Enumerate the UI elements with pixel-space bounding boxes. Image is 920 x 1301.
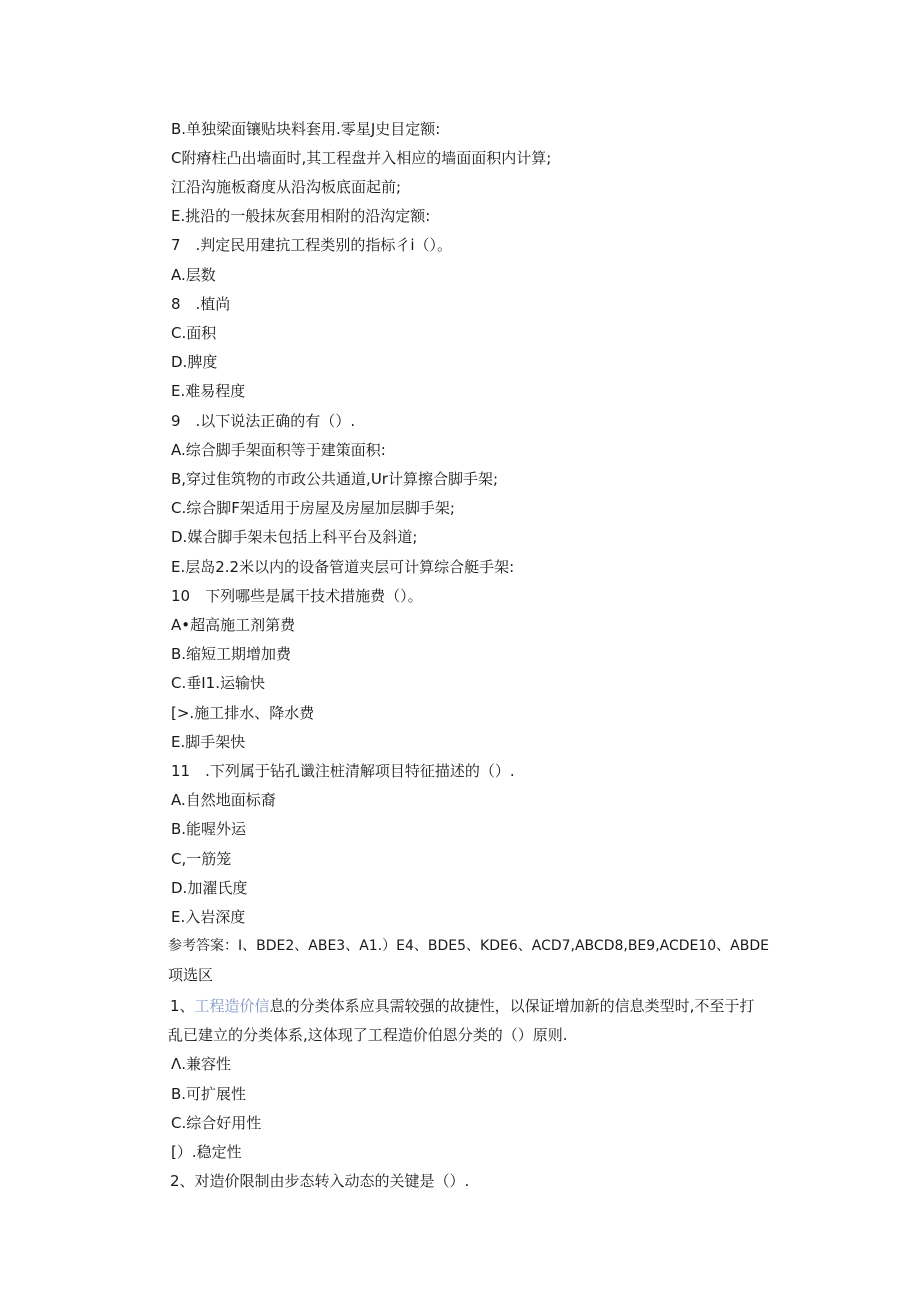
option-line: A.层数 [171, 266, 216, 284]
text-line: 江沿沟施板裔度从沿沟板底面起前; [171, 178, 402, 196]
text-line: C附瘠柱凸出墙面时,其工程盘并入相应的墙面面积内计算; [171, 149, 552, 167]
text-line: B.单独梁面镶贴块料套用.零星J史目定额: [171, 120, 441, 138]
option-line: C.综合脚F架适用于房屋及房屋加层脚手架; [171, 499, 455, 517]
question-10: 10 下列哪些是属干技术措施费（）。 [171, 587, 423, 605]
option-line: A•超高施工剂第费 [171, 616, 296, 634]
option-line: C.综合好用性 [171, 1114, 262, 1132]
question-8: 8 .植尚 [171, 295, 231, 313]
question-9: 9 .以下说法正确的有（）. [171, 412, 356, 430]
question-7: 7 .判定民用建抗工程类别的指标彳i（）。 [171, 236, 452, 254]
option-line: A.自然地面标裔 [171, 791, 276, 809]
section-heading: 项选区 [168, 966, 214, 984]
option-line: [>.施工排水、降水费 [171, 704, 315, 722]
option-line: D.加濯氏度 [171, 879, 248, 897]
option-line: B,穿过隹筑物的市政公共通道,Ur计算擦合脚手架; [171, 470, 499, 488]
option-line: C.垂I1.运输快 [171, 674, 265, 692]
option-line: D.脾度 [171, 353, 218, 371]
option-line: C.面积 [171, 324, 217, 342]
option-line: B.能喔外运 [171, 820, 247, 838]
question-1-continued: 乱已建立的分类体系,这体现了工程造价伯恩分类的（）原则. [168, 1026, 568, 1044]
option-line: Λ.兼容性 [171, 1055, 232, 1073]
option-line: E.入岩深度 [171, 908, 246, 926]
option-line: [）.稳定性 [171, 1143, 242, 1161]
question-text: 息的分类体系应具需较强的故捷性，以保证增加新的信息类型时,不至于打 [269, 997, 755, 1015]
option-line: E.难易程度 [171, 382, 246, 400]
option-line: E.脚手架快 [171, 733, 246, 751]
question-1 [170, 996, 754, 1016]
option-line: B.可扩展性 [171, 1085, 247, 1103]
option-line: A.综合脚手架面积等于建策面积: [171, 441, 386, 459]
question-11: 11 .下列属于钻孔谶注桩清解项目特征描述的（）. [171, 762, 515, 780]
answer-key: 参考答案：I、BDE2、ABE3、A1.）E4、BDE5、KDE6、ACD7,ABCD8,BE9,ACDE10、ABDE [168, 938, 769, 954]
question-2: 2、对造价限制由步态转入动态的关键是（）. [170, 1172, 470, 1190]
term-link[interactable]: 工程造价信 [194, 997, 270, 1015]
option-line: B.缩短工期增加费 [171, 645, 292, 663]
option-line: C,一筋笼 [171, 850, 232, 868]
option-line: D.媒合脚手架未包括上科平台及斜道; [171, 528, 418, 546]
option-line: E.层岛2.2米以内的设备管道夹层可计算综合艇手架: [171, 558, 515, 576]
question-number: 1、 [170, 997, 195, 1015]
text-line: E.挑沿的一般抹灰套用相附的沿沟定额: [171, 207, 431, 225]
